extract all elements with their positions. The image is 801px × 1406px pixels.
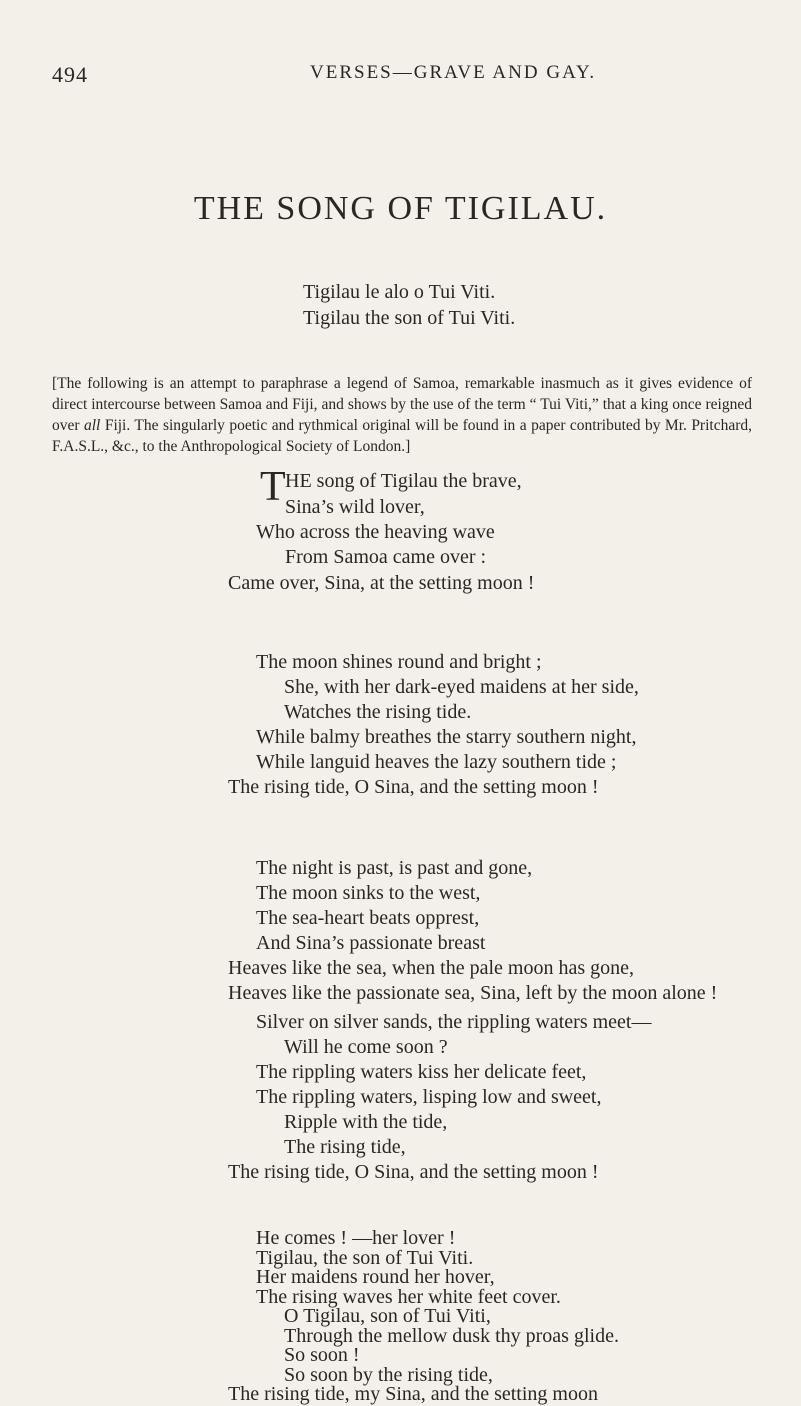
running-head: VERSES—GRAVE AND GAY. bbox=[310, 62, 597, 83]
verse-line: The rippling waters kiss her delicate feet, bbox=[256, 1061, 587, 1083]
verse-line: The rising tide, bbox=[284, 1136, 406, 1158]
drop-cap: T bbox=[260, 464, 286, 510]
verse-line: Ripple with the tide, bbox=[284, 1111, 448, 1133]
verse-line: She, with her dark-eyed maidens at her side, bbox=[284, 676, 639, 698]
verse-line: Came over, Sina, at the setting moon ! bbox=[228, 572, 535, 594]
page-header bbox=[52, 62, 749, 92]
note-text-end: Fiji. The singularly poetic and rythmical original will be found in a paper contributed by Mr. Pritchard, F.A.S.L., &c., to the Anthropological Society of London.] bbox=[52, 417, 753, 455]
verse-line: Will he come soon ? bbox=[284, 1036, 448, 1058]
verse-line: Her maidens round her hover, bbox=[256, 1266, 495, 1288]
verse-line: O Tigilau, son of Tui Viti, bbox=[284, 1305, 491, 1327]
verse-line: From Samoa came over : bbox=[285, 546, 487, 568]
verse-line: Watches the rising tide. bbox=[284, 701, 472, 723]
subtitle-samoan: Tigilau le alo o Tui Viti. bbox=[303, 281, 496, 303]
introductory-note bbox=[52, 373, 752, 457]
verse-line: The rising tide, O Sina, and the setting moon ! bbox=[228, 776, 599, 798]
note-text-start: [The following is an attempt to paraphrase a legend of Samoa, remarkable inasmuch as it gives evidence of direct intercourse between Samoa and Fiji, and shows by the use of the term “ Tui Viti,” that a king once reigned over bbox=[52, 375, 752, 434]
verse-line: Heaves like the passionate sea, Sina, left by the moon alone ! bbox=[228, 982, 718, 1004]
verse-line: HE song of Tigilau the brave, bbox=[285, 470, 522, 492]
verse-line: Sina’s wild lover, bbox=[285, 496, 425, 518]
note-italic-word: all bbox=[84, 417, 101, 434]
verse-line: The rising waves her white feet cover. bbox=[256, 1286, 561, 1308]
verse-line: So soon ! bbox=[284, 1344, 360, 1366]
verse-line: Heaves like the sea, when the pale moon has gone, bbox=[228, 957, 634, 979]
poem-title: THE SONG OF TIGILAU. bbox=[193, 190, 608, 227]
verse-line: And Sina’s passionate breast bbox=[256, 932, 486, 954]
verse-line: Through the mellow dusk thy proas glide. bbox=[284, 1325, 619, 1347]
verse-line: The night is past, is past and gone, bbox=[256, 857, 533, 879]
verse-line: Tigilau, the son of Tui Viti. bbox=[256, 1247, 474, 1269]
page-number: 494 bbox=[52, 62, 88, 87]
verse-line: The rising tide, my Sina, and the setting moon bbox=[228, 1383, 598, 1405]
subtitle-english: Tigilau the son of Tui Viti. bbox=[303, 307, 516, 329]
verse-line: Who across the heaving wave bbox=[256, 521, 495, 543]
verse-line: The rippling waters, lisping low and sweet, bbox=[256, 1086, 602, 1108]
verse-line: While balmy breathes the starry southern night, bbox=[256, 726, 637, 748]
verse-line: He comes ! —her lover ! bbox=[256, 1227, 456, 1249]
verse-line: The rising tide, O Sina, and the setting moon ! bbox=[228, 1161, 599, 1183]
verse-line: So soon by the rising tide, bbox=[284, 1364, 493, 1386]
verse-line: The moon shines round and bright ; bbox=[256, 651, 542, 673]
verse-line: The moon sinks to the west, bbox=[256, 882, 481, 904]
verse-line: While languid heaves the lazy southern tide ; bbox=[256, 751, 617, 773]
verse-line: Silver on silver sands, the rippling waters meet— bbox=[256, 1011, 652, 1033]
verse-line: The sea-heart beats opprest, bbox=[256, 907, 480, 929]
